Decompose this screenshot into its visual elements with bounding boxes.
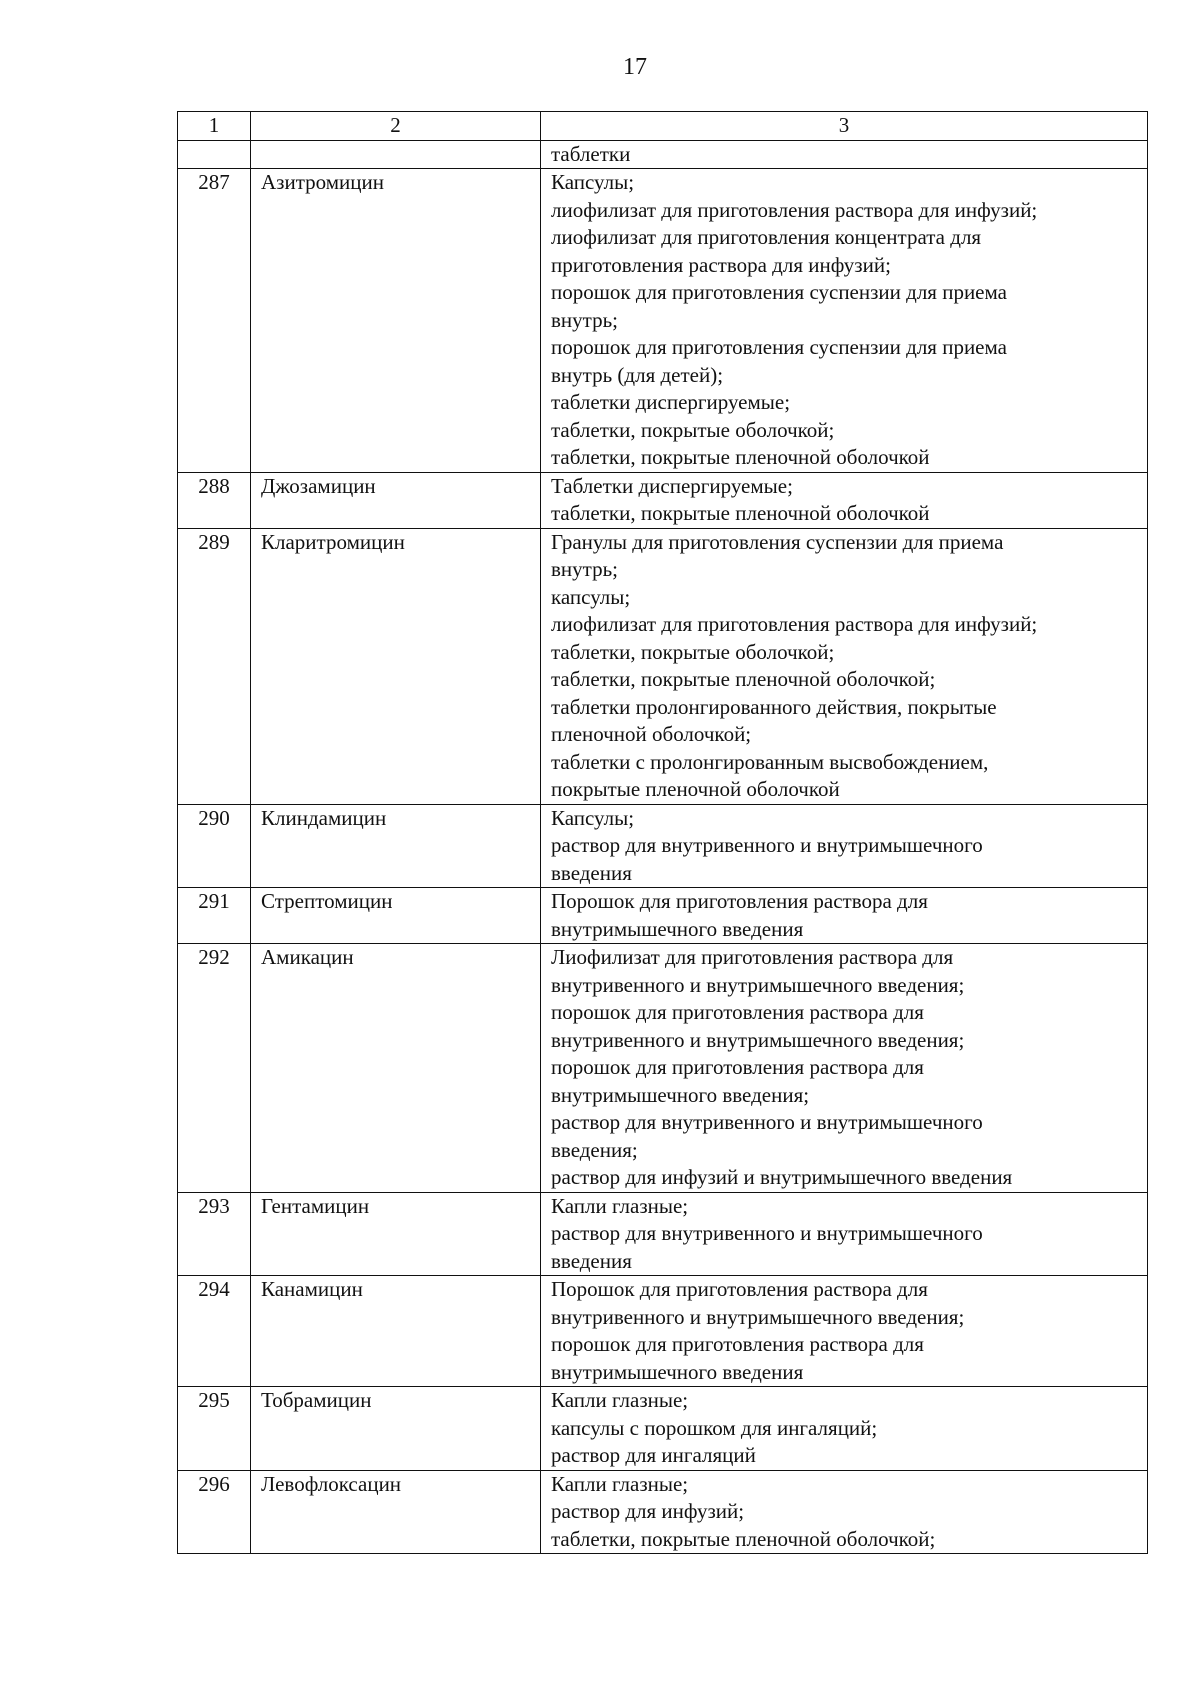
row-number [178, 804, 251, 888]
dosage-forms-text: таблетки [551, 141, 631, 166]
drug-name-text: Кларитромицин [261, 529, 405, 554]
drug-name [251, 1276, 541, 1387]
dosage-forms-text: Гранулы для приготовления суспензии для приема внутрь; капсулы; лиофилизат для приготовления раствора для инфузий; таблетки, покрытые оболочкой; таблетки, покрытые пленочной оболочкой; таблетки пролонгированного действия, покрытые пленочной оболочкой; таблетки с пролонгированным высвобождением, покрытые пленочной оболочкой [551, 529, 1038, 801]
row-number [178, 1192, 251, 1276]
row-number [178, 169, 251, 473]
table-row [178, 169, 1148, 473]
table-row [178, 1470, 1148, 1554]
row-number [178, 888, 251, 944]
drug-name [251, 1192, 541, 1276]
drug-name [251, 169, 541, 473]
table-row [178, 944, 1148, 1193]
dosage-forms [541, 1276, 1148, 1387]
dosage-forms [541, 169, 1148, 473]
row-number-text: 291 [198, 889, 230, 913]
dosage-forms [541, 1470, 1148, 1554]
dosage-forms [541, 1387, 1148, 1471]
dosage-forms-text: Порошок для приготовления раствора для внутривенного и внутримышечного введения; порошок для приготовления раствора для внутримышечного введения [551, 1277, 965, 1384]
dosage-forms-text: Таблетки диспергируемые; таблетки, покрытые пленочной оболочкой [551, 473, 930, 525]
drug-name [251, 140, 541, 169]
row-number-text: 287 [198, 170, 230, 194]
row-number-text: 296 [198, 1471, 230, 1496]
page-number: 17 [623, 54, 647, 80]
row-number [178, 140, 251, 169]
dosage-forms-text: Порошок для приготовления раствора для внутримышечного введения [551, 889, 928, 941]
drug-name [251, 888, 541, 944]
table-row [178, 804, 1148, 888]
dosage-forms-text: Капли глазные; раствор для инфузий; таблетки, покрытые пленочной оболочкой; [551, 1471, 936, 1551]
drug-name-text: Левофлоксацин [261, 1471, 402, 1496]
dosage-forms-text: Лиофилизат для приготовления раствора для внутривенного и внутримышечного введения; порошок для приготовления раствора для внутривенного и внутримышечного введения; порошок для приготовления раствора для внутримышечного введения; раствор для внутривенного и внутримышечного введения; раствор для инфузий и внутримышечного введения [551, 945, 1013, 1189]
drug-name [251, 1470, 541, 1554]
header-col-2: 2 [251, 112, 541, 141]
row-number-text: 295 [198, 1388, 230, 1412]
row-number [178, 1470, 251, 1554]
dosage-forms [541, 472, 1148, 528]
drug-table [177, 111, 1148, 1554]
table-row [178, 472, 1148, 528]
drug-name-text: Стрептомицин [261, 889, 393, 913]
drug-name [251, 472, 541, 528]
dosage-forms [541, 944, 1148, 1193]
row-number-text: 294 [198, 1277, 230, 1301]
drug-name-text: Азитромицин [261, 170, 384, 194]
drug-name-text: Клиндамицин [261, 805, 387, 830]
row-number [178, 1276, 251, 1387]
row-number-text: 288 [198, 473, 230, 498]
dosage-forms-text: Капсулы; раствор для внутривенного и внутримышечного введения [551, 805, 983, 885]
drug-name-text: Гентамицин [261, 1193, 370, 1218]
dosage-forms [541, 1192, 1148, 1276]
row-number [178, 528, 251, 804]
drug-name-text: Джозамицин [261, 473, 376, 498]
table-header-row [178, 112, 1148, 141]
dosage-forms-text: Капли глазные; капсулы с порошком для ингаляций; раствор для ингаляций [551, 1388, 878, 1467]
header-col-3: 3 [541, 112, 1148, 141]
row-number-text: 290 [198, 805, 230, 830]
row-number-text: 292 [198, 945, 230, 969]
dosage-forms [541, 528, 1148, 804]
table-row [178, 1192, 1148, 1276]
drug-name [251, 1387, 541, 1471]
table-row [178, 1276, 1148, 1387]
row-number [178, 1387, 251, 1471]
row-number [178, 944, 251, 1193]
drug-name [251, 944, 541, 1193]
dosage-forms-text: Капли глазные; раствор для внутривенного и внутримышечного введения [551, 1193, 983, 1273]
dosage-forms-text: Капсулы; лиофилизат для приготовления раствора для инфузий; лиофилизат для приготовления концентрата для приготовления раствора для инфузий; порошок для приготовления суспензии для приема внутрь; порошок для приготовления суспензии для приема внутрь (для детей); таблетки диспергируемые; таблетки, покрытые оболочкой; таблетки, покрытые пленочной оболочкой [551, 170, 1038, 469]
dosage-forms [541, 140, 1148, 169]
row-number-text: 289 [198, 529, 230, 554]
drug-name-text: Амикацин [261, 945, 354, 969]
table-row [178, 528, 1148, 804]
drug-name [251, 528, 541, 804]
drug-name [251, 804, 541, 888]
dosage-forms [541, 888, 1148, 944]
drug-name-text: Тобрамицин [261, 1388, 372, 1412]
table-row [178, 140, 1148, 169]
row-number [178, 472, 251, 528]
row-number-text: 293 [198, 1193, 230, 1218]
table-row [178, 1387, 1148, 1471]
dosage-forms [541, 804, 1148, 888]
table-row [178, 888, 1148, 944]
drug-name-text: Канамицин [261, 1277, 363, 1301]
header-col-1: 1 [178, 112, 251, 141]
